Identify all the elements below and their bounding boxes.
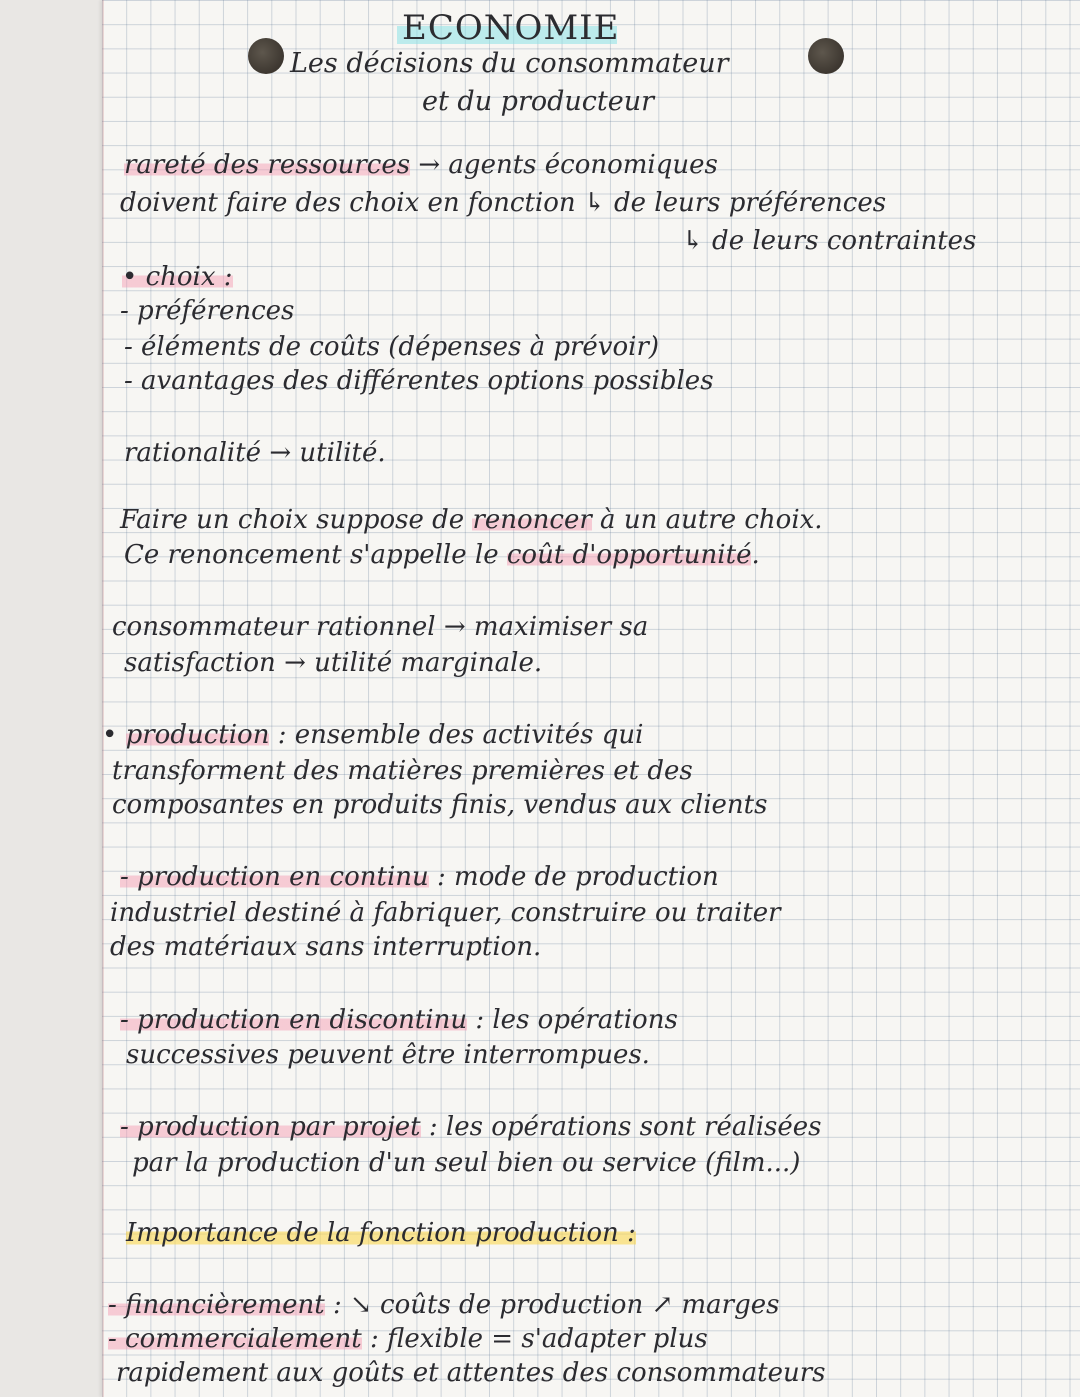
page-margin-line xyxy=(102,0,104,1397)
highlighted-text: - production en discontinu xyxy=(120,1005,468,1035)
note-line-l01 xyxy=(124,150,718,180)
note-line-l17 xyxy=(110,898,781,928)
binder-hole-left xyxy=(248,38,284,74)
note-line-l04 xyxy=(122,262,233,292)
note-line-l22 xyxy=(132,1148,800,1178)
note-text: composantes en produits finis, vendus aux clients xyxy=(112,790,768,820)
note-line-l06 xyxy=(124,332,659,362)
highlighted-text: - financièrement xyxy=(108,1290,325,1320)
highlighted-text: rareté des ressources xyxy=(124,150,411,180)
highlighted-text: production xyxy=(125,720,270,750)
note-text: : flexible = s'adapter plus xyxy=(361,1324,708,1354)
note-text: à un autre choix. xyxy=(591,505,823,535)
note-line-l03 xyxy=(682,226,976,256)
note-line-l24 xyxy=(108,1290,779,1320)
note-line-l13 xyxy=(102,720,643,750)
note-line-l19 xyxy=(120,1005,678,1035)
note-text: Ce renoncement s'appelle le xyxy=(124,540,507,570)
note-text: Faire un choix suppose de xyxy=(120,505,473,535)
note-text: - préférences xyxy=(120,296,295,326)
note-text: - éléments de coûts (dépenses à prévoir) xyxy=(124,332,660,362)
highlighted-text: Importance de la fonction production : xyxy=(126,1218,636,1248)
note-text: : ensemble des activités qui xyxy=(269,720,644,750)
note-text: consommateur rationnel → maximiser sa xyxy=(112,612,649,642)
note-text: • xyxy=(102,720,126,750)
note-text: - avantages des différentes options possibles xyxy=(124,366,714,396)
highlighted-text: - commercialement xyxy=(108,1324,362,1354)
note-text: rapidement aux goûts et attentes des consommateurs xyxy=(116,1358,826,1388)
note-line-l12 xyxy=(124,648,542,678)
note-line-l26 xyxy=(116,1358,826,1388)
note-text: rationalité → utilité. xyxy=(124,438,386,468)
note-line-l15 xyxy=(112,790,767,820)
note-text: doivent faire des choix en fonction ↳ de leurs préférences xyxy=(120,188,887,218)
note-text: industriel destiné à fabriquer, construire ou traiter xyxy=(110,898,781,928)
subtitle-line-2: et du producteur xyxy=(422,86,655,117)
note-text: transforment des matières premières et des xyxy=(112,756,693,786)
note-line-l09 xyxy=(120,505,823,535)
note-line-l20 xyxy=(126,1040,650,1070)
highlighted-text: • choix : xyxy=(122,262,233,292)
notebook-page xyxy=(102,0,1080,1397)
note-line-l10 xyxy=(124,540,760,570)
highlighted-text: - production en continu xyxy=(120,862,429,892)
note-line-l05 xyxy=(120,296,294,326)
highlighted-text: renoncer xyxy=(472,505,592,535)
note-text: ↳ de leurs contraintes xyxy=(682,226,977,256)
note-text: successives peuvent être interrompues. xyxy=(126,1040,650,1070)
note-line-l23 xyxy=(126,1218,636,1248)
note-text: . xyxy=(751,540,760,570)
note-line-l16 xyxy=(120,862,719,892)
note-line-l18 xyxy=(110,932,541,962)
binder-hole-right xyxy=(808,38,844,74)
note-line-l02 xyxy=(120,188,886,218)
note-line-l25 xyxy=(108,1324,708,1354)
note-line-l08 xyxy=(124,438,386,468)
note-text: : ↘ coûts de production ↗ marges xyxy=(324,1290,780,1320)
subtitle-line-1: Les décisions du consommateur xyxy=(290,48,729,79)
note-text: des matériaux sans interruption. xyxy=(110,932,542,962)
note-text: : les opérations xyxy=(467,1005,678,1035)
note-text: satisfaction → utilité marginale. xyxy=(124,648,543,678)
note-text: : les opérations sont réalisées xyxy=(420,1112,822,1142)
note-line-l21 xyxy=(120,1112,821,1142)
note-text: : mode de production xyxy=(428,862,719,892)
note-text: par la production d'un seul bien ou service (film...) xyxy=(132,1148,801,1178)
highlighted-text: - production par projet xyxy=(120,1112,421,1142)
note-line-l07 xyxy=(124,366,714,396)
note-text: → agents économiques xyxy=(410,150,718,180)
page-title: ECONOMIE xyxy=(402,8,620,48)
note-line-l14 xyxy=(112,756,693,786)
note-line-l11 xyxy=(112,612,648,642)
highlighted-text: coût d'opportunité xyxy=(506,540,752,570)
